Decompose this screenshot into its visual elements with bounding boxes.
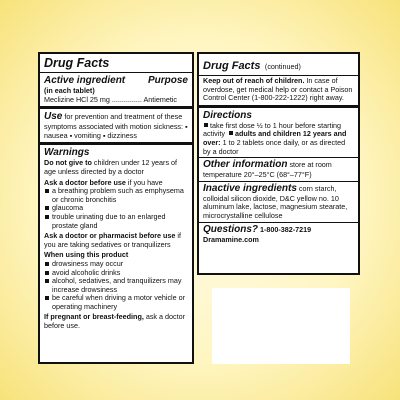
inactive-ingredients-heading: Inactive ingredients (203, 182, 297, 194)
directions-heading: Directions (203, 109, 252, 121)
pregnancy-warning (44, 313, 188, 330)
ask-doctor-bold: Ask a doctor before use (44, 177, 126, 187)
drug-facts-panel-left (38, 52, 194, 364)
ask-doctor-text: if you have (127, 177, 163, 187)
drug-facts-title: Drug Facts (203, 60, 261, 72)
divider (40, 142, 192, 145)
pregnancy-text: ask a doctor before use. (44, 312, 185, 331)
other-information-text: store at room temperature 20°–25°C (68°–77°F) (203, 160, 332, 180)
drug-facts-title: Drug Facts (44, 56, 110, 70)
active-ingredient-subheading: (in each tablet) (44, 86, 95, 95)
use-text: for prevention and treatment of these symptoms associated with motion sickness: ▪ nausea ▪ vomiting ▪ dizziness (44, 112, 188, 140)
other-information-heading: Other information (203, 159, 288, 171)
inactive-ingredients (203, 183, 354, 221)
list-item-text: glaucoma (52, 203, 84, 213)
warning-children-bold: Do not give to (44, 158, 92, 168)
pregnancy-bold: If pregnant or breast-feeding, (44, 312, 144, 322)
direction-adults-bold: adults and children 12 years and over: (203, 129, 347, 147)
bullet-icon (45, 215, 49, 219)
continued-label: (continued) (264, 62, 301, 71)
blank-label-area (212, 288, 350, 364)
use-heading: Use (44, 111, 63, 123)
when-using-heading: When using this product (44, 250, 129, 260)
list-item-text: avoid alcoholic drinks (52, 267, 121, 277)
list-item (44, 187, 188, 204)
directions-text (203, 122, 354, 156)
ask-pharmacist-text: if you are taking sedatives or tranquilizers (44, 231, 182, 249)
phone-number: 1-800-382-7219 (260, 224, 312, 234)
divider (40, 72, 192, 73)
divider (40, 106, 192, 109)
use-section (44, 111, 188, 140)
ask-pharmacist-bold: Ask a doctor or pharmacist before use (44, 231, 176, 241)
warning-children (44, 159, 188, 176)
list-item (44, 213, 188, 230)
other-information (203, 159, 354, 180)
list-item-text: trouble urinating due to an enlarged prostate gland (52, 211, 166, 230)
bullet-icon (45, 296, 49, 300)
bullet-icon (45, 271, 49, 275)
list-item-text: alcohol, sedatives, and tranquilizers may increase drowsiness (52, 276, 182, 294)
ingredient-line: Meclizine HCl 25 mg ............... Antiemetic (44, 94, 178, 104)
bullet-icon (229, 131, 233, 135)
divider (199, 105, 358, 108)
active-ingredient-heading: Active ingredient (44, 75, 126, 86)
purpose-heading: Purpose (147, 75, 188, 86)
bullet-icon (204, 123, 208, 127)
bullet-icon (45, 189, 49, 193)
keep-out-text: In case of overdose, get medical help or contact a Poison Control Center (1-800-222-1222) right away. (203, 76, 353, 103)
bullet-icon (45, 206, 49, 210)
warning-children-text: children under 12 years of age unless directed by a doctor (44, 158, 178, 176)
ask-pharmacist (44, 232, 188, 249)
bullet-icon (45, 279, 49, 283)
keep-out-of-reach (203, 77, 354, 103)
bullet-icon (45, 262, 49, 266)
warnings-heading: Warnings (44, 147, 90, 159)
list-item (44, 294, 188, 311)
keep-out-bold: Keep out of reach of children. (203, 76, 305, 85)
list-item-text: be careful when driving a motor vehicle or operating machinery (52, 293, 186, 311)
questions (203, 224, 354, 236)
divider (199, 222, 358, 223)
divider (199, 181, 358, 182)
direction-adults-text: 1 to 2 tablets once daily, or as directed by a doctor (203, 137, 346, 156)
inactive-ingredients-text: corn starch, colloidal silicon dioxide, D&C yellow no. 10 aluminum lake, lactose, magnesium stearate, microcrystalline cellulose (203, 183, 348, 220)
divider (199, 157, 358, 158)
website: Dramamine.com (203, 234, 259, 244)
drug-facts-panel-right (197, 52, 360, 275)
direction-first-dose: take first dose ½ to 1 hour before starting activity (203, 120, 342, 139)
drug-facts-continued-title (203, 56, 354, 74)
questions-heading: Questions? (203, 223, 259, 235)
list-item (44, 277, 188, 294)
list-item-text: a breathing problem such as emphysema or chronic bronchitis (52, 186, 184, 204)
list-item-text: drowsiness may occur (52, 258, 124, 268)
